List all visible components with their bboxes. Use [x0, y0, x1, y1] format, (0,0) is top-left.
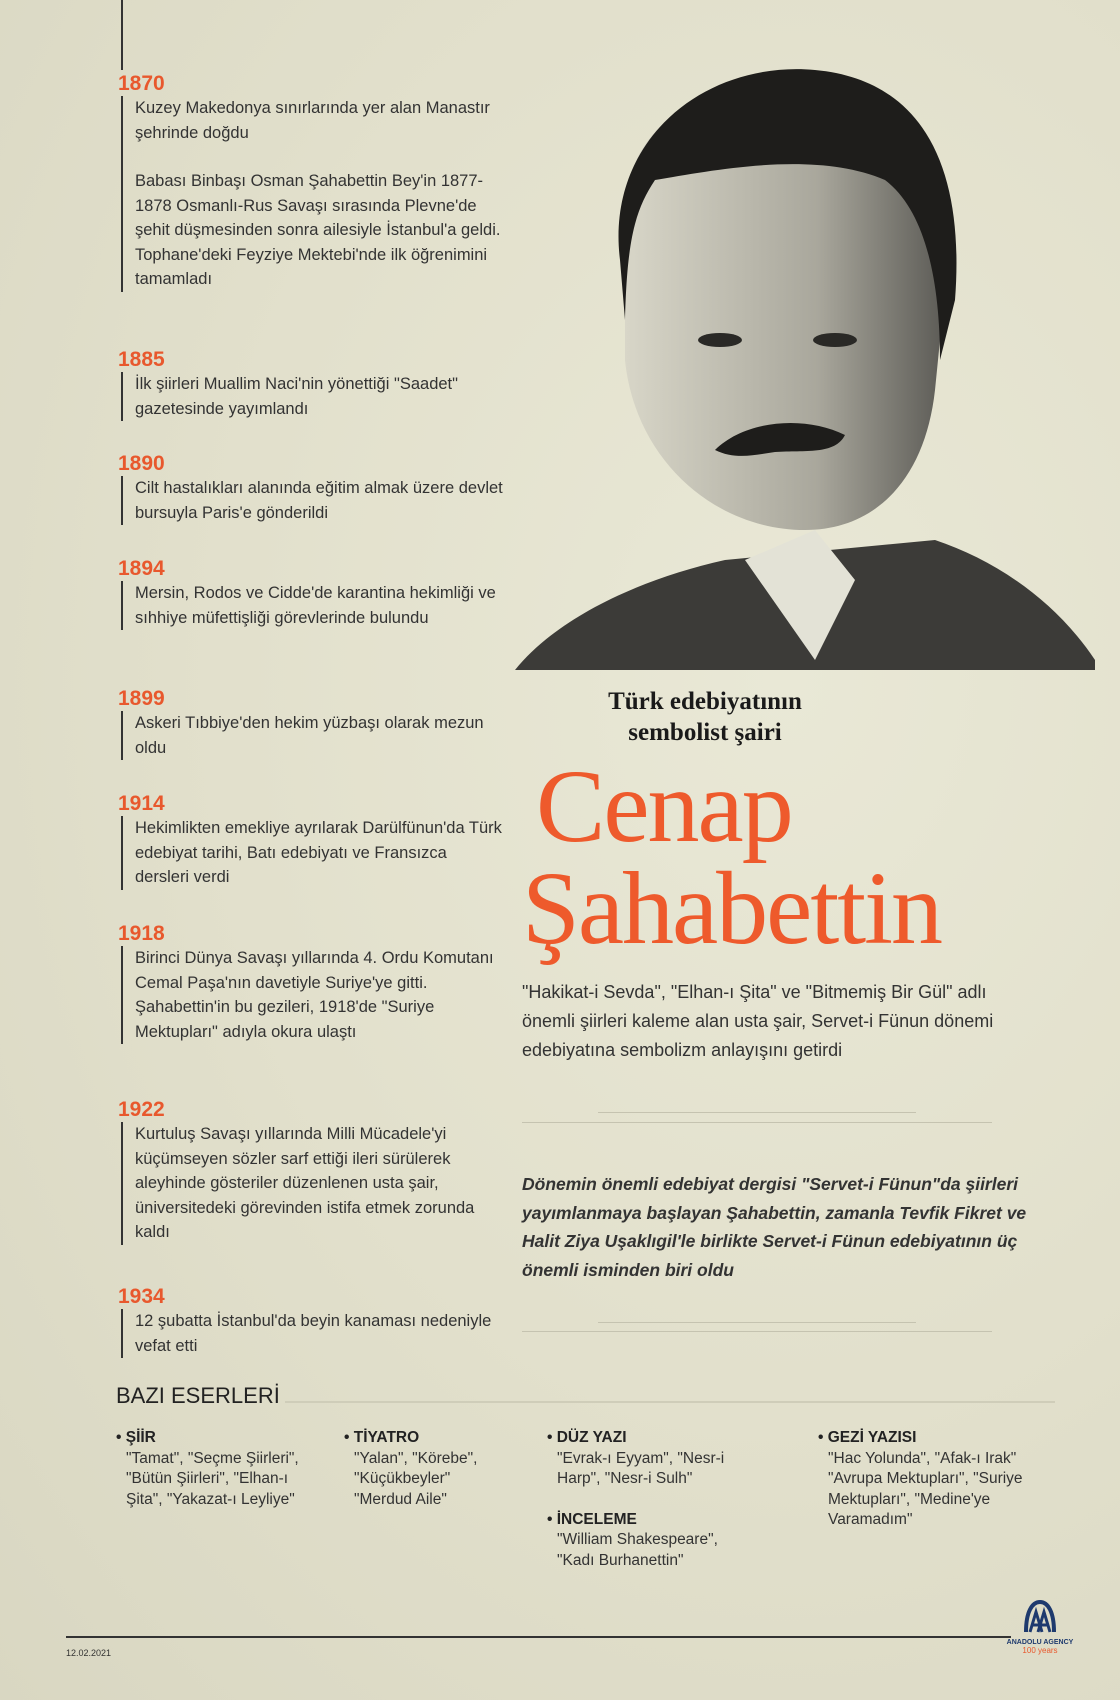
event-text: 12 şubatta İstanbul'da beyin kanaması nedeniyle vefat etti: [121, 1309, 503, 1358]
year: 1934: [118, 1285, 165, 1308]
logo-text: ANADOLU AGENCY: [1006, 1639, 1074, 1646]
group-heading: • TİYATRO: [344, 1429, 420, 1446]
event-text: Cilt hastalıkları alanında eğitim almak üzere devlet bursuyla Paris'e gönderildi: [121, 476, 503, 525]
divider: [522, 1331, 992, 1332]
year: 1890: [118, 452, 165, 475]
year: 1914: [118, 792, 165, 815]
subtitle-line-1: Türk edebiyatının: [608, 688, 802, 715]
timeline-entry-1890: [118, 452, 503, 525]
timeline-entry-1899: [118, 687, 503, 760]
timeline-entry-1870: [118, 72, 503, 292]
title-first-name: Cenap: [536, 749, 792, 864]
timeline-entry-1894: [118, 557, 503, 630]
group-heading: • ŞİİR: [116, 1429, 156, 1446]
group-text: "Evrak-ı Eyyam", "Nesr-i Harp", "Nesr-i Sulh": [557, 1449, 725, 1487]
works-title: BAZI ESERLERİ: [116, 1383, 280, 1408]
portrait-photo: [515, 60, 1095, 670]
event-text: Birinci Dünya Savaşı yıllarında 4. Ordu Komutanı Cemal Paşa'nın davetiyle Suriye'ye gitti. Şahabettin'in bu gezileri, 1918'de "Suriye Mektupları" adıyla okura ulaştı: [121, 946, 503, 1044]
year: 1894: [118, 557, 165, 580]
divider: [522, 1122, 992, 1123]
event-text: Askeri Tıbbiye'den hekim yüzbaşı olarak mezun oldu: [121, 711, 503, 760]
divider: [598, 1322, 916, 1323]
timeline-entry-1918: [118, 922, 503, 1044]
group-text: "Hac Yolunda", "Afak-ı Irak" "Avrupa Mektupları", "Suriye Mektupları", "Medine'ye Varamadım": [828, 1449, 1023, 1528]
event-text: Hekimlikten emekliye ayrılarak Darülfünun'da Türk edebiyat tarihi, Batı edebiyatı ve Fransızca dersleri verdi: [121, 816, 503, 890]
group-text: "William Shakespeare", "Kadı Burhanettin": [557, 1531, 718, 1569]
works-travel: [818, 1428, 1038, 1531]
works-theatre: [344, 1428, 494, 1510]
timeline-entry-1914: [118, 792, 503, 890]
event-text: Babası Binbaşı Osman Şahabettin Bey'in 1877-1878 Osmanlı-Rus Savaşı sırasında Plevne'de şehit düşmesinden sonra ailesiyle İstanbul'a geldi. Tophane'deki Feyziye Mektebi'nde ilk öğrenimini tamamladı: [121, 145, 503, 292]
group-text: "Tamat", "Seçme Şiirleri", "Bütün Şiirleri", "Elhan-ı Şita", "Yakazat-ı Leyliye": [126, 1449, 299, 1508]
timeline-entry-1934: [118, 1285, 503, 1358]
main-title: [522, 749, 942, 966]
year: 1870: [118, 72, 165, 95]
timeline-entry-1922: [118, 1098, 503, 1245]
group-text: "Yalan", "Körebe", "Küçükbeyler" "Merdud Aile": [354, 1449, 478, 1508]
year: 1918: [118, 922, 165, 945]
subtitle: [560, 686, 850, 748]
event-text: Kuzey Makedonya sınırlarında yer alan Manastır şehrinde doğdu: [121, 96, 503, 145]
year: 1885: [118, 348, 165, 371]
group-heading: • GEZİ YAZISI: [818, 1429, 917, 1446]
aa-logo-icon: [1020, 1598, 1060, 1634]
year: 1899: [118, 687, 165, 710]
year: 1922: [118, 1098, 165, 1121]
group-heading: • İNCELEME: [547, 1510, 637, 1528]
works-poetry: [116, 1428, 306, 1510]
subtitle-line-2: sembolist şairi: [628, 719, 782, 746]
description: "Hakikat-i Sevda", "Elhan-ı Şita" ve "Bitmemiş Bir Gül" adlı önemli şiirleri kaleme alan usta şair, Servet-i Fünun dönemi edebiyatına sembolizm anlayışını getirdi: [522, 982, 994, 1060]
anadolu-agency-logo: [1005, 1598, 1075, 1655]
footer-line: [66, 1636, 1011, 1638]
quote-paragraph: Dönemin önemli edebiyat dergisi "Servet-i Fünun"da şiirleri yayımlanmaya başlayan Şahabettin, zamanla Tevfik Fikret ve Halit Ziya Uşaklıgil'le birlikte Servet-i Fünun edebiyatının üç önemli isminden biri oldu: [522, 1174, 1027, 1280]
group-heading: • DÜZ YAZI: [547, 1429, 627, 1446]
works-prose: [547, 1428, 747, 1571]
event-text: Mersin, Rodos ve Cidde'de karantina hekimliği ve sıhhiye müfettişliği görevlerinde bulundu: [121, 581, 503, 630]
title-last-name: Şahabettin: [522, 851, 942, 966]
anniversary-badge: 100 years: [1022, 1646, 1058, 1655]
divider: [598, 1112, 916, 1113]
event-text: İlk şiirleri Muallim Naci'nin yönettiği "Saadet" gazetesinde yayımlandı: [121, 372, 503, 421]
event-text: Kurtuluş Savaşı yıllarında Milli Mücadele'yi küçümseyen sözler sarf ettiği ileri sürülerek aleyhinde gösteriler düzenlenen usta şair, üniversitedeki görevinden istifa etmek zorunda kaldı: [121, 1122, 503, 1245]
date: 12.02.2021: [66, 1648, 112, 1658]
timeline-entry-1885: [118, 348, 503, 421]
timeline-line: [121, 0, 123, 70]
works-divider: [285, 1401, 1055, 1403]
